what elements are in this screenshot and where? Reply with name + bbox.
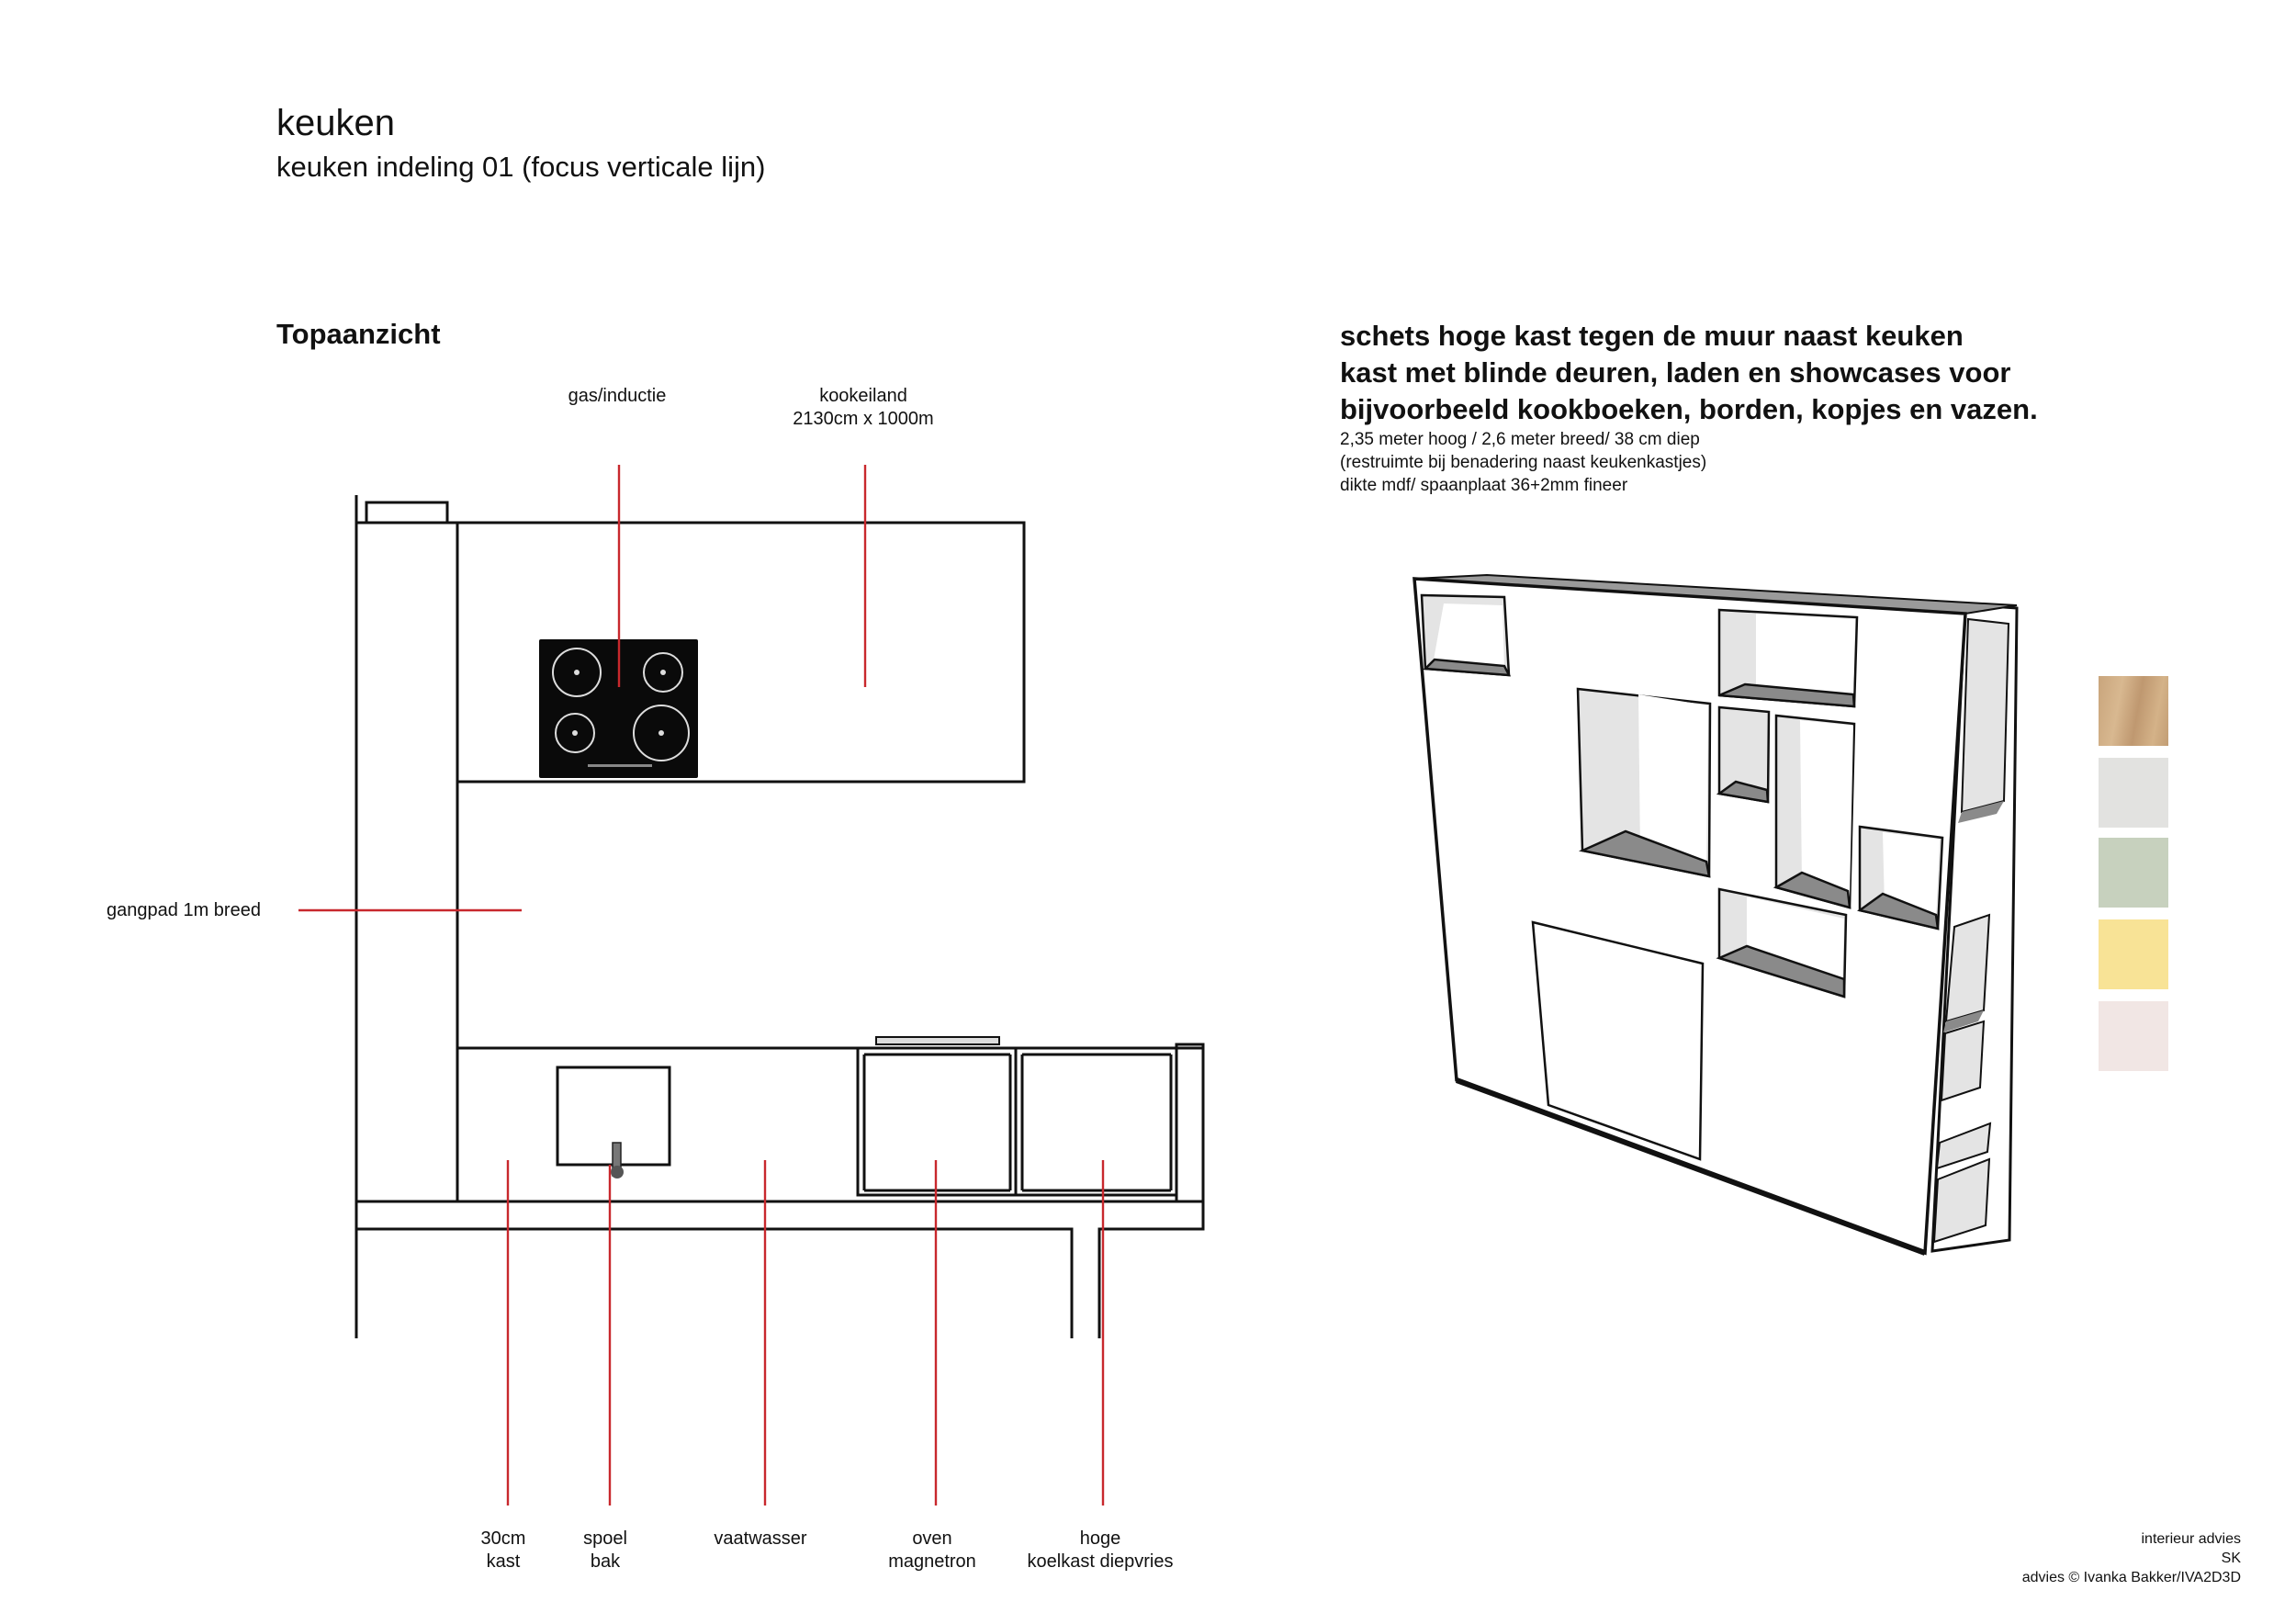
swatch-oak	[2099, 676, 2168, 746]
label-aisle: gangpad 1m breed	[107, 900, 261, 920]
label-island: kookeiland 2130cm x 1000m	[793, 386, 934, 429]
page-title: keuken	[276, 103, 395, 143]
sketch-details: 2,35 meter hoog / 2,6 meter breed/ 38 cm diep (restruimte bij benadering naast keukenkastjes) dikte mdf/ spaanplaat 36+2mm fineer	[1340, 430, 1707, 495]
swatch-sage-green	[2099, 838, 2168, 908]
label-oven: oven magnetron	[888, 1528, 976, 1572]
plan-section-title: Topaanzicht	[276, 318, 441, 350]
label-dishwasher: vaatwasser	[714, 1528, 807, 1549]
blind-door	[1533, 922, 1703, 1159]
swatch-blush	[2099, 1001, 2168, 1071]
label-sink: spoel bak	[583, 1528, 627, 1572]
footer-credits: interieur advies SK advies © Ivanka Bakker/IVA2D3D	[2021, 1531, 2241, 1585]
page-subtitle: keuken indeling 01 (focus verticale lijn)	[276, 151, 766, 183]
label-fridge: hoge koelkast diepvries	[1027, 1528, 1174, 1572]
sketch-title: schets hoge kast tegen de muur naast keuken kast met blinde deuren, laden en showcases voor bijvoorbeeld kookboeken, borden, kopjes en vazen.	[1340, 320, 2038, 425]
swatch-light-grey	[2099, 758, 2168, 828]
label-hob: gas/inductie	[568, 386, 667, 406]
swatch-pale-yellow	[2099, 919, 2168, 989]
label-cabinet: 30cm kast	[480, 1528, 526, 1572]
